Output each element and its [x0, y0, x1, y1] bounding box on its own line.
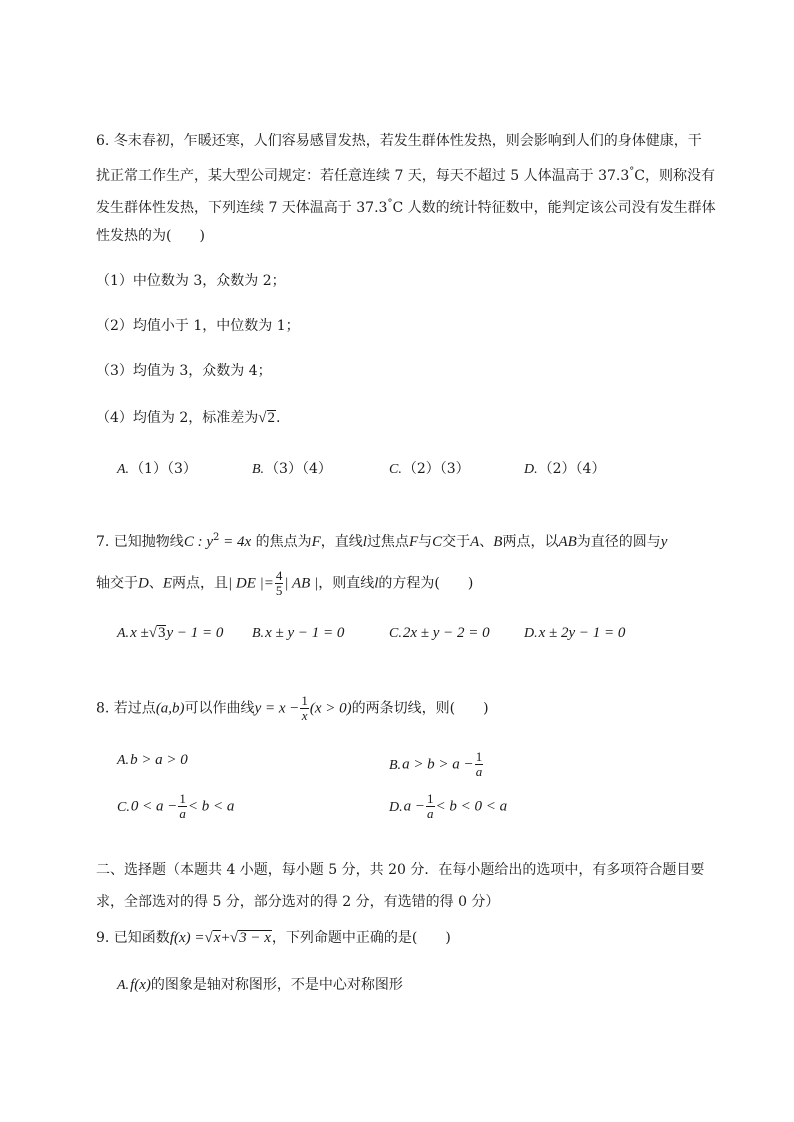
sqrt-symbol: √3 − x	[229, 930, 271, 946]
fraction: $\frac{4}{5}$	[275, 568, 283, 598]
q7-option-b: B.x ± y − 1 = 0	[252, 625, 345, 641]
q6-line2: 扰正常工作生产，某大型公司规定：若任意连续 7 天，每天不超过 5 人体温高于 37.3°C，则称没有	[96, 166, 715, 184]
fraction: $\frac{1}{a}$	[179, 791, 186, 821]
q6-option-b: B.（3）（4）	[252, 461, 332, 477]
q9-option-a: A.f(x)的图象是轴对称图形，不是中心对称图形	[117, 977, 403, 993]
q6-option-c: C.（2）（3）	[389, 461, 470, 477]
sqrt-symbol: √x	[204, 930, 221, 946]
q8-option-b: B.a > b > a − $\frac{1}{a}$	[389, 749, 483, 779]
q6-item-3: （3）均值为 3，众数为 4；	[96, 363, 272, 379]
section-2-heading-line2: 求，全部选对的得 5 分，部分选对的得 2 分，有选错的得 0 分）	[96, 894, 500, 910]
section-2-heading: 二、选择题（本题共 4 小题，每小题 5 分，共 20 分．在每小题给出的选项中，有多项符合题目要	[96, 862, 705, 878]
q6-option-d: D.（2）（4）	[524, 461, 606, 477]
q7-option-a: A.x ±√3y − 1 = 0	[117, 625, 224, 641]
q6-item-4: （4）均值为 2，标准差为√2.	[96, 410, 281, 426]
q8-stem: 8. 若过点(a,b)可以作曲线y = x − $\frac{1}{x}$ (x > 0)的两条切线，则( )	[96, 693, 489, 723]
q6-line1: 6. 冬末春初，乍暖还寒，人们容易感冒发热，若发生群体性发热，则会影响到人们的身体健康，干	[96, 133, 702, 149]
q6-option-a: A.（1）（3）	[117, 461, 197, 477]
q9-stem: 9. 已知函数f(x) =√x+√3 − x，下列命题中正确的是( )	[96, 930, 451, 946]
q6-line4: 性发热的为( )	[96, 228, 205, 244]
q8-option-a: A.b > a > 0	[117, 752, 188, 768]
fraction: $\frac{1}{a}$	[427, 791, 434, 821]
q7-option-c: C.2x ± y − 2 = 0	[389, 625, 490, 641]
q6-item-1: （1）中位数为 3，众数为 2；	[96, 273, 286, 289]
q6-line3: 发生群体性发热，下列连续 7 天体温高于 37.3°C 人数的统计特征数中，能判定该公司没有发生群体	[96, 198, 716, 216]
q8-option-d: D.a − $\frac{1}{a}$ < b < 0 < a	[389, 791, 508, 821]
q7-option-d: D.x ± 2y − 1 = 0	[524, 625, 626, 641]
fraction: $\frac{1}{x}$	[301, 693, 308, 723]
q6-item-2: （2）均值小于 1，中位数为 1；	[96, 318, 300, 334]
sqrt-symbol: √2	[258, 410, 275, 426]
q7-line2: 轴交于D、E两点，且| DE |= $\frac{4}{5}$ | AB |，则直线l的方程为( )	[96, 568, 474, 598]
fraction: $\frac{1}{a}$	[475, 749, 483, 779]
sqrt-symbol: √3	[148, 625, 166, 641]
q8-option-c: C.0 < a − $\frac{1}{a}$ < b < a	[117, 791, 235, 821]
q7-line1: 7. 已知抛物线C : $y^2 = 4x$ 的焦点为F，直线l过焦点F与C交于A、B两点，以AB为直径的圆与y	[96, 532, 668, 550]
